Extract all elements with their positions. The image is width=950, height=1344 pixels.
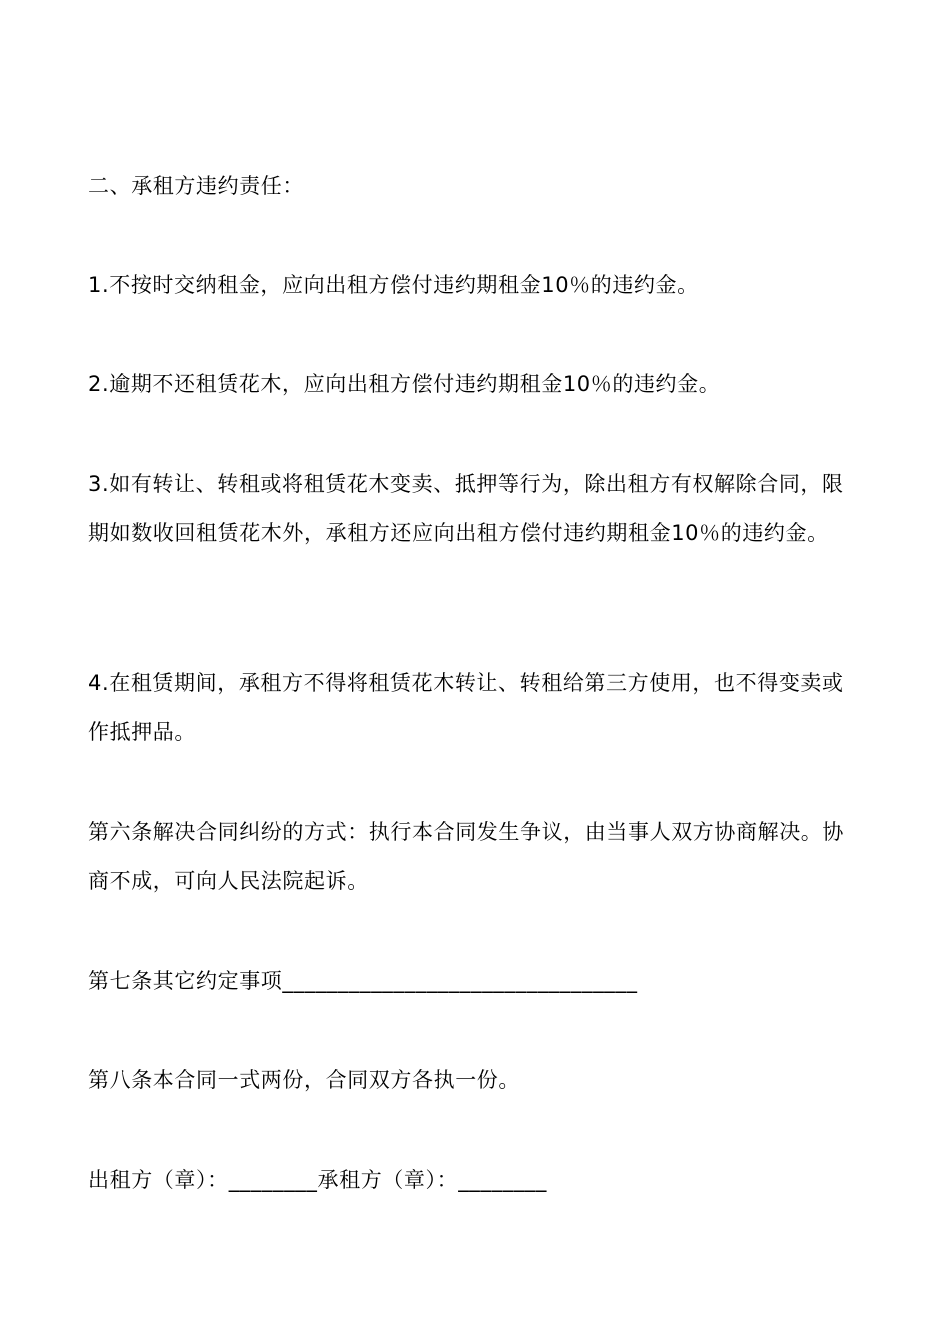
article-8-copies: 第八条本合同一式两份，合同双方各执一份。 — [88, 1068, 520, 1092]
clause-2-overdue-return: 2.逾期不还租赁花木，应向出租方偿付违约期租金10％的违约金。 — [88, 372, 721, 396]
clause-1-late-rent: 1.不按时交纳租金，应向出租方偿付违约期租金10％的违约金。 — [88, 273, 699, 297]
article-6-dispute-resolution: 第六条解决合同纠纷的方式：执行本合同发生争议，由当事人双方协商解决。协商不成，可向人民法院起诉。 — [88, 820, 844, 893]
section-heading-breach-liability: 二、承租方违约责任： — [88, 174, 304, 198]
clause-3-transfer-penalty: 3.如有转让、转租或将租赁花木变卖、抵押等行为，除出租方有权解除合同，限期如数收回租赁花木外，承租方还应向出租方偿付违约期租金10％的违约金。 — [88, 472, 844, 545]
signature-line: 出租方（章）：________承租方（章）：________ — [88, 1168, 547, 1192]
clause-4-no-transfer: 4.在租赁期间，承租方不得将租赁花木转让、转租给第三方使用，也不得变卖或作抵押品。 — [88, 671, 844, 744]
article-7-other-matters: 第七条其它约定事项________________________________ — [88, 969, 638, 993]
